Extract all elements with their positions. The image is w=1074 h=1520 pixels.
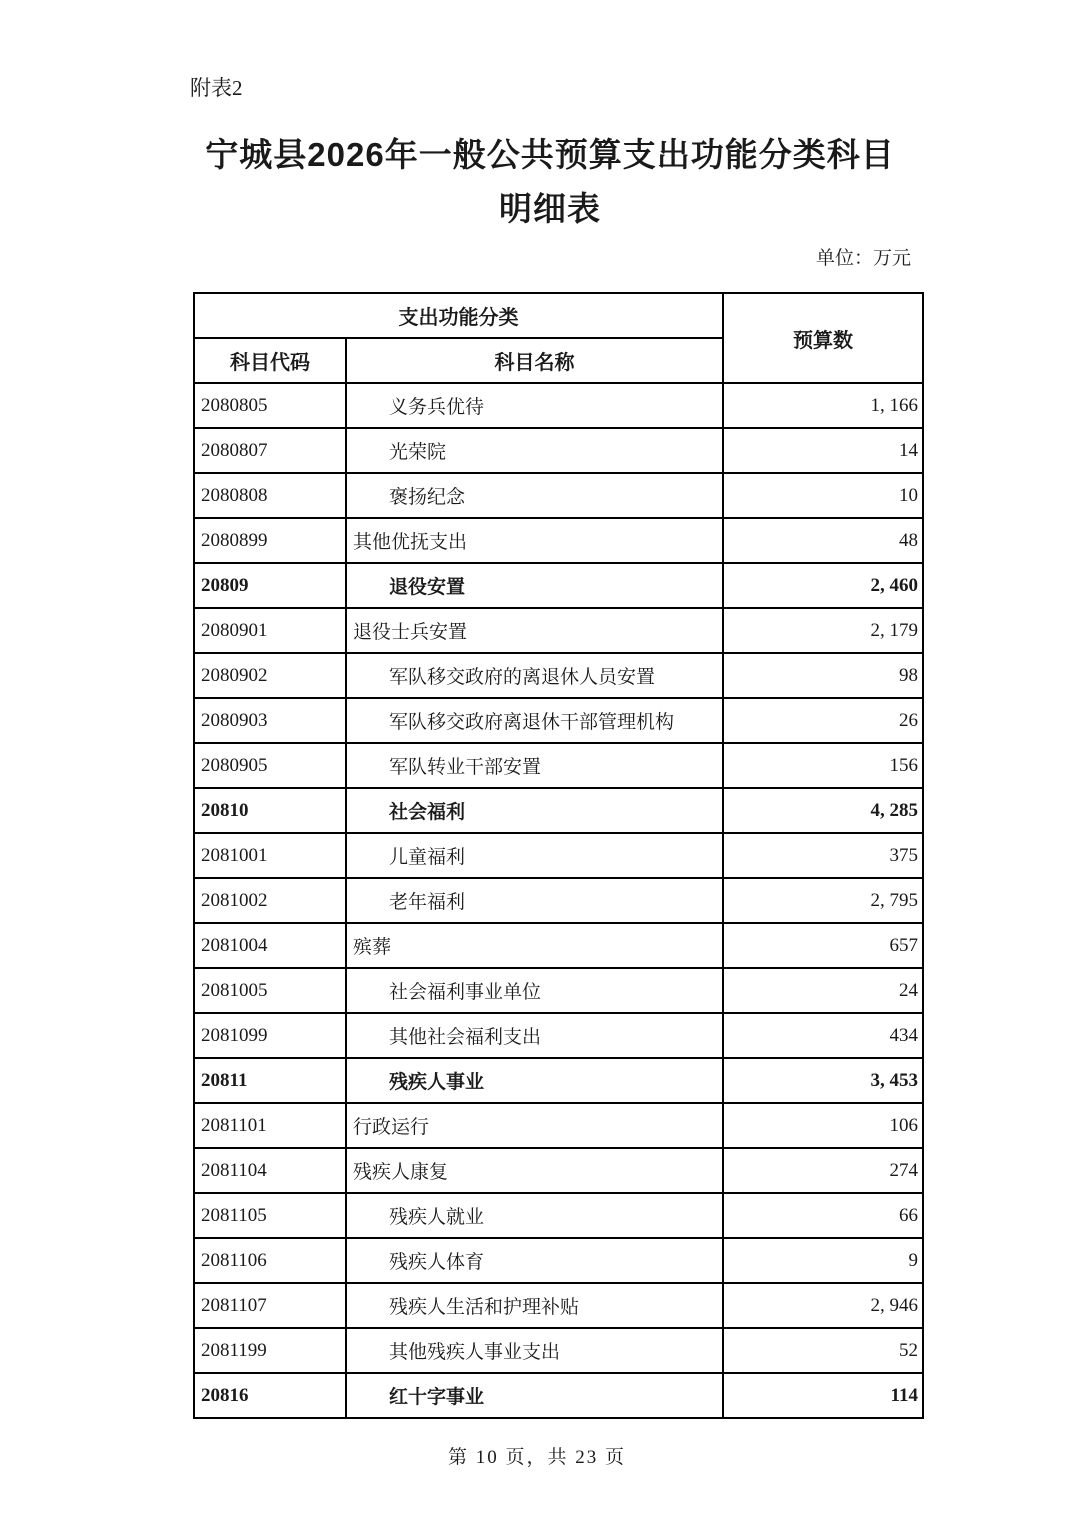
subject-name-cell: 光荣院	[346, 428, 723, 473]
table-row	[194, 518, 923, 563]
budget-value-cell: 26	[723, 698, 923, 743]
subject-name-cell: 红十字事业	[346, 1373, 723, 1418]
subject-code-cell: 2081107	[194, 1283, 346, 1328]
budget-value-cell: 114	[723, 1373, 923, 1418]
table-row	[194, 1013, 923, 1058]
subject-code-cell: 2080808	[194, 473, 346, 518]
budget-value-cell: 98	[723, 653, 923, 698]
appendix-label: 附表2	[190, 76, 243, 100]
subject-code-cell: 2081199	[194, 1328, 346, 1373]
table-row	[194, 1238, 923, 1283]
budget-value-cell: 24	[723, 968, 923, 1013]
page-title-line2: 明细表	[499, 190, 601, 228]
budget-value-cell: 48	[723, 518, 923, 563]
table-row	[194, 788, 923, 833]
table-row	[194, 473, 923, 518]
budget-value-cell: 66	[723, 1193, 923, 1238]
subject-name-cell: 退役安置	[346, 563, 723, 608]
subject-name-cell: 社会福利事业单位	[346, 968, 723, 1013]
table-row	[194, 1283, 923, 1328]
subject-code-cell: 2080805	[194, 383, 346, 428]
subject-code-cell: 2081001	[194, 833, 346, 878]
subject-name-cell: 军队转业干部安置	[346, 743, 723, 788]
header-subject-code: 科目代码	[194, 338, 346, 383]
budget-value-cell: 2, 946	[723, 1283, 923, 1328]
table-row	[194, 698, 923, 743]
page-number-footer: 第 10 页，共 23 页	[447, 1447, 626, 1468]
subject-name-cell: 行政运行	[346, 1103, 723, 1148]
subject-code-cell: 2080902	[194, 653, 346, 698]
subject-name-cell: 退役士兵安置	[346, 608, 723, 653]
budget-value-cell: 4, 285	[723, 788, 923, 833]
subject-name-cell: 残疾人体育	[346, 1238, 723, 1283]
subject-code-cell: 2080901	[194, 608, 346, 653]
budget-value-cell: 434	[723, 1013, 923, 1058]
table-row	[194, 428, 923, 473]
table-row	[194, 608, 923, 653]
budget-value-cell: 2, 460	[723, 563, 923, 608]
budget-value-cell: 3, 453	[723, 1058, 923, 1103]
table-row	[194, 563, 923, 608]
header-budget-amount: 预算数	[723, 293, 923, 383]
header-subject-name: 科目名称	[346, 338, 723, 383]
subject-code-cell: 2081104	[194, 1148, 346, 1193]
page-title-line1: 宁城县2026年一般公共预算支出功能分类科目	[205, 136, 895, 173]
subject-name-cell: 义务兵优待	[346, 383, 723, 428]
budget-value-cell: 2, 795	[723, 878, 923, 923]
subject-code-cell: 2081005	[194, 968, 346, 1013]
unit-note: 单位：万元	[815, 248, 911, 269]
subject-name-cell: 老年福利	[346, 878, 723, 923]
budget-value-cell: 274	[723, 1148, 923, 1193]
subject-code-cell: 2081099	[194, 1013, 346, 1058]
table-row	[194, 383, 923, 428]
subject-name-cell: 其他残疾人事业支出	[346, 1328, 723, 1373]
subject-code-cell: 20809	[194, 563, 346, 608]
budget-value-cell: 10	[723, 473, 923, 518]
budget-value-cell: 375	[723, 833, 923, 878]
subject-name-cell: 残疾人就业	[346, 1193, 723, 1238]
subject-code-cell: 2080899	[194, 518, 346, 563]
budget-value-cell: 9	[723, 1238, 923, 1283]
subject-code-cell: 20810	[194, 788, 346, 833]
table-body	[194, 383, 923, 1418]
budget-table	[193, 292, 924, 1419]
subject-name-cell: 褒扬纪念	[346, 473, 723, 518]
subject-name-cell: 残疾人生活和护理补贴	[346, 1283, 723, 1328]
table-row	[194, 1148, 923, 1193]
table-row	[194, 1328, 923, 1373]
subject-code-cell: 2080903	[194, 698, 346, 743]
table-row	[194, 653, 923, 698]
subject-code-cell: 20816	[194, 1373, 346, 1418]
subject-code-cell: 2081105	[194, 1193, 346, 1238]
table-row	[194, 1103, 923, 1148]
subject-name-cell: 残疾人康复	[346, 1148, 723, 1193]
table-row	[194, 743, 923, 788]
page-title	[170, 128, 930, 237]
table-row	[194, 923, 923, 968]
table-row	[194, 833, 923, 878]
subject-name-cell: 社会福利	[346, 788, 723, 833]
subject-code-cell: 2080905	[194, 743, 346, 788]
subject-name-cell: 其他社会福利支出	[346, 1013, 723, 1058]
budget-value-cell: 52	[723, 1328, 923, 1373]
subject-name-cell: 军队移交政府离退休干部管理机构	[346, 698, 723, 743]
subject-code-cell: 2081002	[194, 878, 346, 923]
table-header	[194, 293, 923, 383]
budget-value-cell: 14	[723, 428, 923, 473]
subject-code-cell: 2081004	[194, 923, 346, 968]
table-row	[194, 1373, 923, 1418]
subject-name-cell: 军队移交政府的离退休人员安置	[346, 653, 723, 698]
subject-code-cell: 2080807	[194, 428, 346, 473]
subject-code-cell: 2081101	[194, 1103, 346, 1148]
subject-name-cell: 儿童福利	[346, 833, 723, 878]
subject-name-cell: 其他优抚支出	[346, 518, 723, 563]
budget-value-cell: 106	[723, 1103, 923, 1148]
table-row	[194, 878, 923, 923]
subject-name-cell: 殡葬	[346, 923, 723, 968]
subject-code-cell: 2081106	[194, 1238, 346, 1283]
header-group-expenditure-classification: 支出功能分类	[194, 293, 723, 338]
budget-value-cell: 657	[723, 923, 923, 968]
table-row	[194, 1193, 923, 1238]
subject-code-cell: 20811	[194, 1058, 346, 1103]
table-row	[194, 968, 923, 1013]
budget-value-cell: 2, 179	[723, 608, 923, 653]
table-row	[194, 1058, 923, 1103]
subject-name-cell: 残疾人事业	[346, 1058, 723, 1103]
budget-value-cell: 1, 166	[723, 383, 923, 428]
budget-value-cell: 156	[723, 743, 923, 788]
